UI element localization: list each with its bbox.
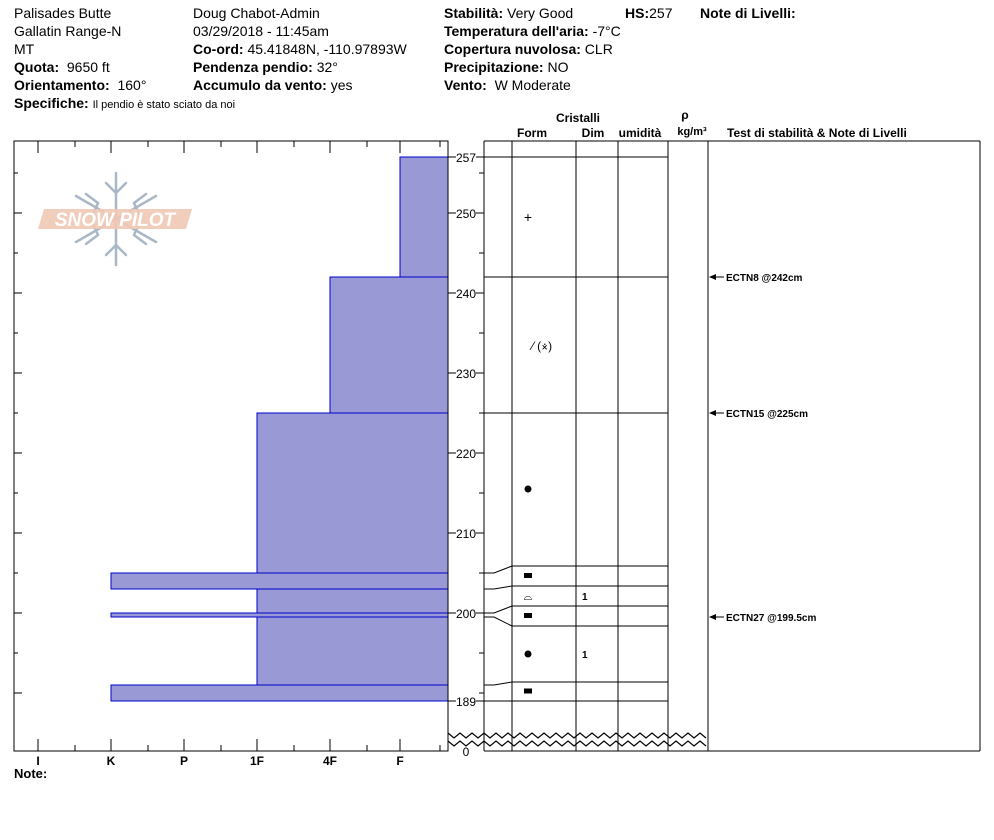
- range-name: Gallatin Range-N: [14, 23, 122, 39]
- hardness-bar-2: [257, 413, 448, 573]
- depth-label-0: 0: [462, 745, 470, 759]
- layer-notes-heading: Note di Livelli:: [700, 5, 796, 21]
- slope-value: 32°: [316, 59, 338, 75]
- hardness-axis-labels: [36, 754, 403, 768]
- coord-value: 45.41848N, -110.97893W: [247, 41, 407, 57]
- hardness-label-F: F: [396, 754, 404, 768]
- hardness-bar-5: [111, 613, 448, 617]
- crystal-size-label: 1: [582, 650, 588, 661]
- test-pointer-arrow-icon: [709, 274, 716, 280]
- hardness-label-4F: 4F: [322, 754, 338, 768]
- specifics-label: Specifiche:: [14, 95, 89, 111]
- stability-test-label-1: ECTN15 @225cm: [726, 409, 809, 420]
- stability-test-label-0: ECTN8 @242cm: [726, 273, 803, 284]
- depth-label-250: 250: [455, 207, 477, 221]
- size-header: Dim: [581, 126, 605, 140]
- note-label: Note:: [14, 766, 48, 781]
- hs-value: 257: [649, 5, 673, 21]
- crystal-form-crust-icon: [524, 573, 532, 578]
- table-row-connector: [484, 566, 512, 573]
- aspect-label: Orientamento:: [14, 77, 110, 93]
- crystal-form-rounded-icon: [525, 651, 532, 658]
- snowpilot-logo: [38, 173, 192, 265]
- table-row-connector: [484, 617, 512, 626]
- hardness-bar-7: [111, 685, 448, 701]
- hardness-bar-0: [400, 157, 448, 277]
- crystal-size-label: 1: [582, 592, 588, 603]
- test-pointer-arrow-icon: [709, 614, 716, 620]
- wind-loading-value: yes: [330, 77, 353, 93]
- depth-axis: [448, 141, 484, 759]
- specifics-value: Il pendio è stato sciato da noi: [92, 99, 236, 111]
- moisture-header: umidità: [618, 126, 662, 140]
- crystal-form-faceted-icon: ⌓: [523, 591, 533, 603]
- crystal-form-plus-icon: +: [523, 209, 533, 225]
- depth-break-zigzag: [448, 733, 706, 738]
- sky-value: CLR: [584, 41, 613, 57]
- wind-loading-label: Accumulo da vento:: [193, 77, 327, 93]
- depth-break-zigzag: [448, 741, 706, 746]
- elevation-value: 9650 ft: [66, 59, 110, 75]
- table-row-connector: [484, 586, 512, 589]
- stability-value: Very Good: [507, 5, 574, 21]
- stability-label: Stabilità:: [444, 5, 504, 21]
- hardness-bar-4: [257, 589, 448, 613]
- aspect-value: 160°: [117, 77, 147, 93]
- crystal-form-crust-icon: [524, 689, 532, 694]
- hs-label: HS:: [625, 5, 650, 21]
- slope-label: Pendenza pendio:: [193, 59, 313, 75]
- crystal-form-crust-icon: [524, 613, 532, 618]
- logo-text: SNOW PILOT: [54, 210, 176, 231]
- rho-header: ρ: [681, 108, 689, 122]
- air-temp-label: Temperatura dell'aria:: [444, 23, 589, 39]
- precip-value: NO: [547, 59, 569, 75]
- crystals-header: Cristalli: [555, 111, 601, 125]
- form-header: Form: [517, 126, 547, 140]
- location-name: Palisades Butte: [14, 5, 112, 21]
- crystal-form-rounded-icon: [525, 486, 532, 493]
- hardness-bars: [111, 157, 448, 701]
- depth-label-200: 200: [455, 607, 477, 621]
- coord-label: Co-ord:: [193, 41, 244, 57]
- crystal-table: [448, 141, 980, 751]
- hardness-bar-1: [330, 277, 448, 413]
- density-unit-header: kg/m³: [677, 126, 707, 138]
- depth-label-189: 189: [455, 695, 477, 709]
- wind-value: W Moderate: [494, 77, 571, 93]
- hardness-label-K: K: [106, 754, 116, 768]
- hardness-label-I: I: [36, 754, 40, 768]
- crystal-form-mixed-icon: ⁄ (⨰): [531, 339, 553, 353]
- wind-label: Vento:: [444, 77, 487, 93]
- observer-name: Doug Chabot-Admin: [193, 5, 320, 21]
- depth-label-210: 210: [455, 527, 477, 541]
- table-row-connector: [484, 606, 512, 613]
- tests-header: Test di stabilità & Note di Livelli: [727, 126, 907, 140]
- elevation-label: Quota:: [14, 59, 60, 75]
- depth-label-240: 240: [455, 287, 477, 301]
- air-temp-value: -7°C: [592, 23, 621, 39]
- stability-tests-column: [709, 273, 816, 624]
- stability-test-label-2: ECTN27 @199.5cm: [726, 613, 817, 624]
- sky-label: Copertura nuvolosa:: [444, 41, 581, 57]
- observation-datetime: 03/29/2018 - 11:45am: [193, 23, 329, 39]
- depth-label-220: 220: [455, 447, 477, 461]
- hardness-bar-6: [257, 617, 448, 685]
- hardness-label-P: P: [179, 754, 189, 768]
- table-row-connector: [484, 682, 512, 685]
- depth-label-257: 257: [455, 151, 477, 165]
- state-name: MT: [14, 41, 35, 57]
- hardness-bar-3: [111, 573, 448, 589]
- precip-label: Precipitazione:: [444, 59, 544, 75]
- hardness-label-1F: 1F: [249, 754, 265, 768]
- test-pointer-arrow-icon: [709, 410, 716, 416]
- depth-label-230: 230: [455, 367, 477, 381]
